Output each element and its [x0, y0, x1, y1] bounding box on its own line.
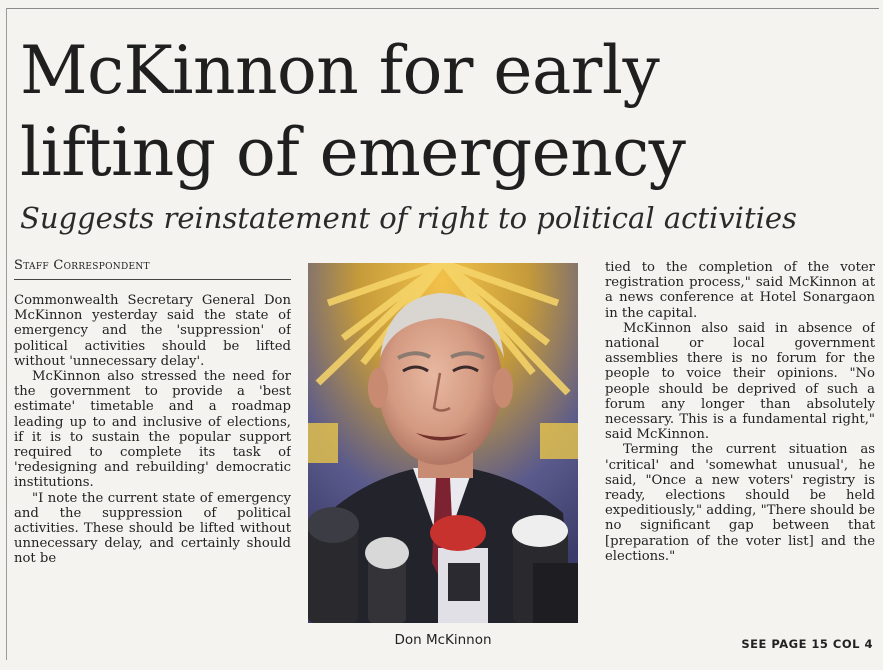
- continuation-note: SEE PAGE 15 COL 4: [741, 637, 873, 651]
- page-border-top: [6, 8, 879, 9]
- photo-illustration: [308, 263, 578, 623]
- photo-caption: Don McKinnon: [394, 632, 492, 648]
- page-border-left: [6, 8, 7, 660]
- news-photo: [308, 263, 578, 623]
- subheadline: Suggests reinstatement of right to political activities: [20, 201, 797, 235]
- paragraph: Terming the current situation as 'critical' and 'somewhat unusual', he said, "Once a new voters' registry is ready, elections should be held expeditiously," adding, "There should be no significant gap between that [preparation of the voter list] and the elections.": [605, 442, 875, 564]
- paragraph: Commonwealth Secretary General Don McKinnon yesterday said the state of emergency and the 'suppression' of political activities should be lifted without 'unnecessary delay'.: [14, 293, 291, 369]
- paragraph: McKinnon also stressed the need for the government to provide a 'best estimate' timetable and a roadmap leading up to and inclusive of elections, if it is to sustain the popular support required to complete its task of 'redesigning and rebuilding' democratic institutions.: [14, 369, 291, 491]
- paragraph: "I note the current state of emergency and the suppression of political activities. These should be lifted without unnecessary delay, and certainly should not be: [14, 490, 291, 567]
- article-column-right: [605, 260, 875, 630]
- article-column-left: [14, 293, 291, 653]
- paragraph: McKinnon also said in absence of national or local government assemblies there is no forum for the people to voice their opinions. "No people should be deprived of such a forum any longer than absolutely necessary. This is a fundamental right," said McKinnon.: [605, 320, 875, 443]
- headline: McKinnon for early lifting of emergency: [20, 32, 686, 191]
- byline: Staff Correspondent: [14, 258, 291, 280]
- paragraph: tied to the completion of the voter registration process," said McKinnon at a news conference at Hotel Sonargaon in the capital.: [605, 260, 875, 321]
